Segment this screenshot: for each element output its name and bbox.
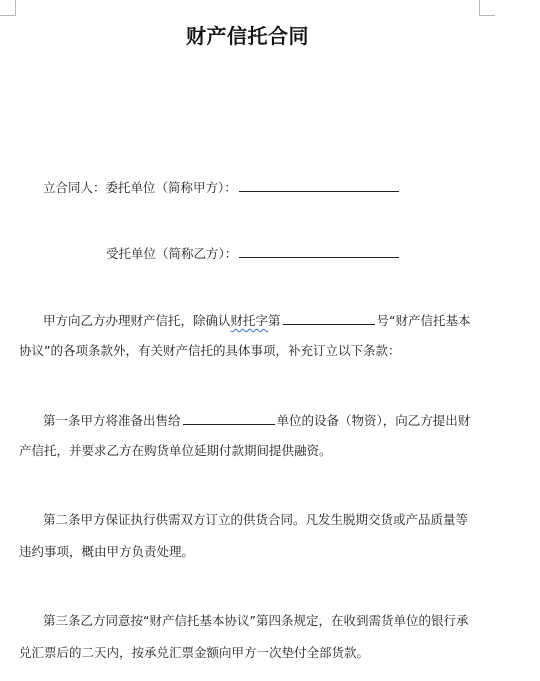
- intro-text-3: 号“财产信托基本: [376, 313, 471, 328]
- article-3-line-1: 第三条乙方同意按“财产信托基本协议”第四条规定，在收到需货单位的银行承: [43, 613, 469, 628]
- party-b-line: [106, 244, 401, 262]
- buyer-unit-blank[interactable]: [183, 411, 275, 425]
- page-corner-mark-top-left: [0, 0, 16, 16]
- intro-text-flagged: 财托字: [230, 313, 269, 328]
- party-a-line: [43, 178, 401, 196]
- article-2-line-2: 违约事项，概由甲方负责处理。: [19, 544, 195, 559]
- article-1-line-1: [43, 411, 470, 429]
- intro-text-2: 第: [268, 313, 281, 328]
- article-3-line-2: 兑汇票后的二天内，按承兑汇票金额向甲方一次垫付全部货款。: [19, 645, 370, 660]
- article-2-line-1: 第二条甲方保证执行供需双方订立的供货合同。凡发生脱期交货或产品质量等: [43, 512, 469, 527]
- party-b-label: 受托单位（简称乙方）：: [106, 246, 238, 261]
- document-title: 财产信托合同: [186, 24, 309, 48]
- intro-line-2: 协议”的各项条款外，有关财产信托的具体事项，补充订立以下条款：: [19, 343, 401, 358]
- article-1-line-2: 产信托，并要求乙方在购货单位延期付款期间提供融资。: [19, 443, 332, 458]
- intro-text-1: 甲方向乙方办理财产信托，除确认: [43, 313, 231, 328]
- trust-number-blank[interactable]: [283, 311, 375, 325]
- page-corner-mark-top-right: [479, 0, 495, 16]
- article-1-text-2: 单位的设备（物资），向乙方提出财: [276, 413, 471, 428]
- party-a-label: 立合同人：委托单位（简称甲方）：: [43, 180, 237, 195]
- article-1-text-1: 第一条甲方将准备出售给: [43, 413, 181, 428]
- intro-line-1: [43, 311, 471, 329]
- party-a-blank[interactable]: [239, 178, 399, 192]
- party-b-blank[interactable]: [239, 244, 399, 258]
